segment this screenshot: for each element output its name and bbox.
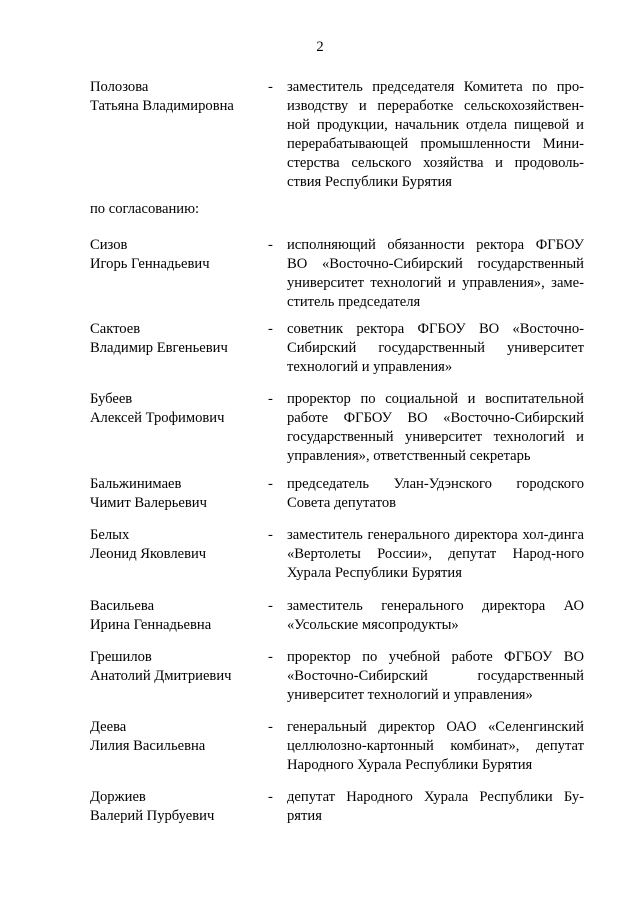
member-given-names: Татьяна Владимировна	[90, 98, 234, 114]
member-name	[90, 78, 260, 116]
dash-separator: -	[268, 321, 273, 337]
dash-separator: -	[268, 598, 273, 614]
page-number: 2	[316, 39, 324, 55]
dash-separator: -	[268, 79, 273, 95]
dash-separator: -	[268, 237, 273, 253]
section-note: по согласованию:	[90, 201, 200, 217]
member-name	[90, 648, 260, 686]
member-name	[90, 390, 260, 428]
member-name	[90, 718, 260, 756]
member-surname: Бубеев	[90, 391, 133, 407]
member-name	[90, 236, 260, 274]
member-surname: Белых	[90, 527, 130, 543]
member-surname: Сизов	[90, 237, 128, 253]
member-given-names: Ирина Геннадьевна	[90, 617, 212, 633]
dash-separator: -	[268, 649, 273, 665]
member-given-names: Чимит Валерьевич	[90, 495, 207, 511]
member-name	[90, 597, 260, 635]
member-role: исполняющий обязанности ректора ФГБОУ ВО «Восточно-Сибирский государственный университет технологий и управления», заме-ститель председателя	[287, 237, 584, 310]
member-given-names: Владимир Евгеньевич	[90, 340, 228, 356]
dash-separator: -	[268, 789, 273, 805]
member-given-names: Лилия Васильевна	[90, 738, 206, 754]
dash-separator: -	[268, 391, 273, 407]
dash-separator: -	[268, 719, 273, 735]
member-role: советник ректора ФГБОУ ВО «Восточно-Сибирский государственный университет технологий и управления»	[287, 321, 584, 375]
member-surname: Доржиев	[90, 789, 146, 805]
member-surname: Бальжинимаев	[90, 476, 182, 492]
member-given-names: Анатолий Дмитриевич	[90, 668, 232, 684]
member-given-names: Алексей Трофимович	[90, 410, 225, 426]
member-role: проректор по учебной работе ФГБОУ ВО «Восточно-Сибирский государственный университет технологий и управления»	[287, 649, 584, 703]
member-surname: Васильева	[90, 598, 155, 614]
dash-separator: -	[268, 476, 273, 492]
member-role: заместитель генерального директора хол-динга «Вертолеты России», депутат Народ-ного Хурала Республики Бурятия	[287, 527, 584, 581]
member-name	[90, 788, 260, 826]
member-given-names: Игорь Геннадьевич	[90, 256, 210, 272]
member-role: председатель Улан-Удэнского городского Совета депутатов	[287, 476, 584, 511]
member-role: заместитель председателя Комитета по про-изводству и переработке сельскохозяйствен-ной продукции, начальник отдела пищевой и перерабатывающей промышленности Мини-стерства сельского хозяйства и продоволь-ствия Республики Бурятия	[287, 79, 584, 190]
member-surname: Деева	[90, 719, 127, 735]
member-role: проректор по социальной и воспитательной работе ФГБОУ ВО «Восточно-Сибирский государственный университет технологий и управления», ответственный секретарь	[287, 391, 584, 464]
dash-separator: -	[268, 527, 273, 543]
member-name	[90, 475, 260, 513]
member-given-names: Валерий Пурбуевич	[90, 808, 215, 824]
member-role: генеральный директор ОАО «Селенгинский целлюлозно-картонный комбинат», депутат Народного Хурала Республики Бурятия	[287, 719, 584, 773]
member-role: депутат Народного Хурала Республики Бу-рятия	[287, 789, 584, 824]
member-name	[90, 526, 260, 564]
member-surname: Полозова	[90, 79, 149, 95]
member-surname: Сактоев	[90, 321, 141, 337]
member-surname: Грешилов	[90, 649, 152, 665]
member-name	[90, 320, 260, 358]
member-given-names: Леонид Яковлевич	[90, 546, 207, 562]
member-role: заместитель генерального директора АО «Усольские мясопродукты»	[287, 598, 584, 633]
